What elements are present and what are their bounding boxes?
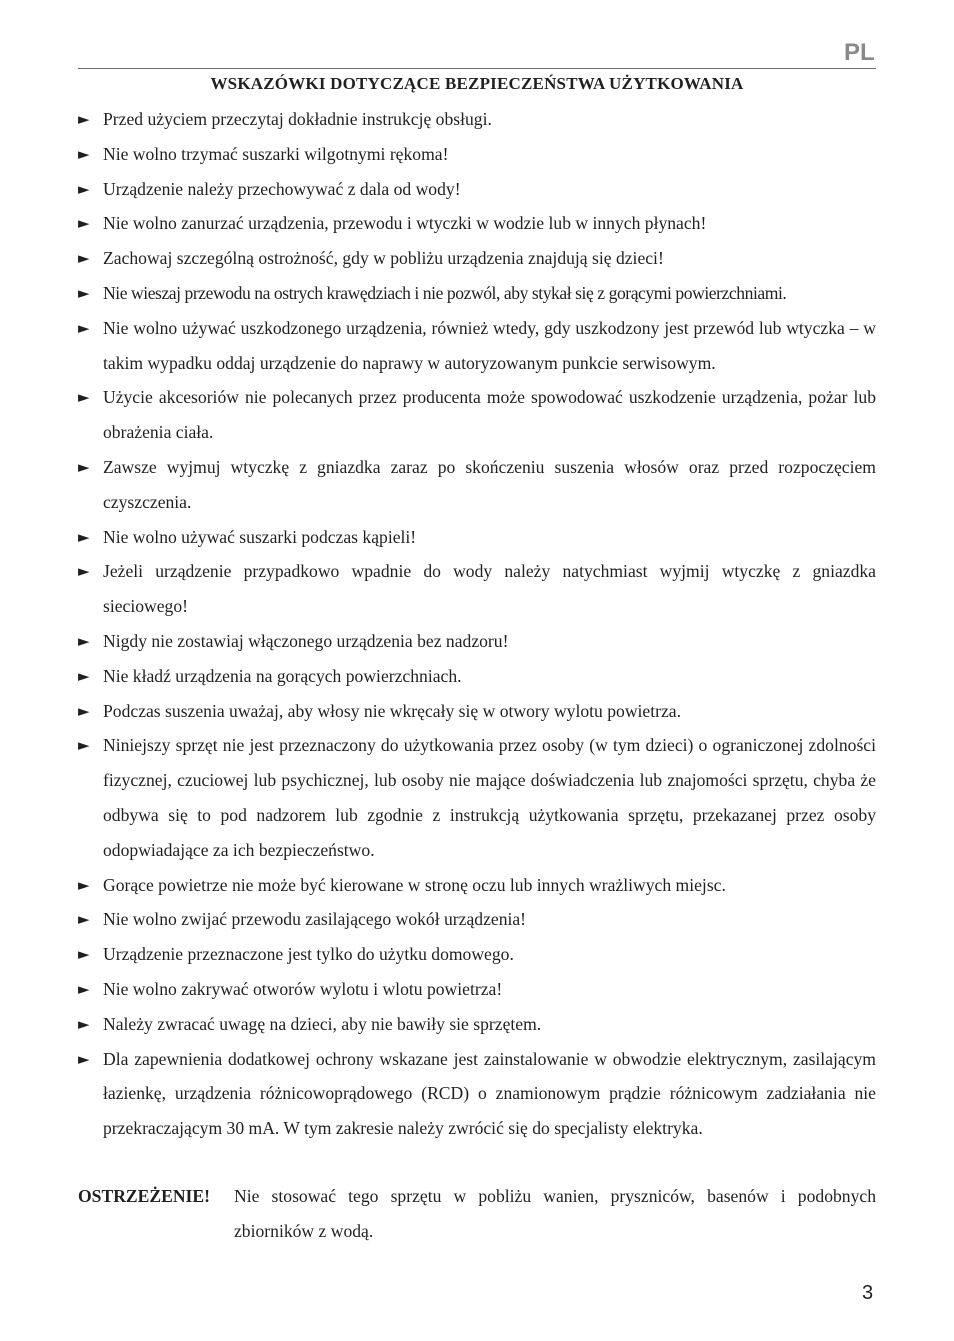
language-tag: PL (844, 39, 875, 66)
list-item-text: Jeżeli urządzenie przypadkowo wpadnie do wody należy natychmiast wyjmij wtyczkę z gniazdka sieciowego! (103, 561, 876, 617)
triangle-bullet-icon: ► (78, 666, 90, 685)
list-item-text: Zawsze wyjmuj wtyczkę z gniazdka zaraz po skończeniu suszenia włosów oraz przed rozpoczęciem czyszczenia. (103, 456, 876, 512)
list-item (78, 868, 876, 903)
list-item (78, 276, 876, 311)
list-item (78, 137, 876, 172)
list-item (78, 1007, 876, 1042)
triangle-bullet-icon: ► (78, 527, 90, 546)
list-item (78, 311, 876, 381)
list-item-text: Nie wolno trzymać suszarki wilgotnymi rękoma! (103, 143, 449, 164)
list-item-text: Należy zwracać uwagę na dzieci, aby nie bawiły sie sprzętem. (103, 1013, 542, 1034)
triangle-bullet-icon: ► (78, 1014, 90, 1033)
list-item-text: Gorące powietrze nie może być kierowane w stronę oczu lub innych wrażliwych miejsc. (103, 874, 726, 895)
triangle-bullet-icon: ► (78, 701, 90, 720)
list-item (78, 937, 876, 972)
page-number: 3 (862, 1282, 874, 1304)
list-item (78, 206, 876, 241)
list-item-text: Nie wolno używać suszarki podczas kąpieli! (103, 526, 417, 547)
list-item (78, 380, 876, 450)
list-item-text: Urządzenie przeznaczone jest tylko do użytku domowego. (103, 944, 514, 965)
list-item-text: Użycie akcesoriów nie polecanych przez producenta może spowodować uszkodzenie urządzenia, pożar lub obrażenia ciała. (103, 387, 876, 443)
triangle-bullet-icon: ► (78, 249, 90, 268)
warning-text: Nie stosować tego sprzętu w pobliżu wanien, pryszniców, basenów i podobnych zbiorników z wodą. (234, 1186, 876, 1241)
triangle-bullet-icon: ► (78, 457, 90, 476)
list-item (78, 972, 876, 1007)
list-item-text: Podczas suszenia uważaj, aby włosy nie wkręcały się w otwory wylotu powietrza. (103, 700, 681, 721)
triangle-bullet-icon: ► (78, 875, 90, 894)
triangle-bullet-icon: ► (78, 388, 90, 407)
triangle-bullet-icon: ► (78, 110, 90, 128)
list-item (78, 624, 876, 659)
triangle-bullet-icon: ► (78, 910, 90, 929)
list-item-text: Dla zapewnienia dodatkowej ochrony wskazane jest zainstalowanie w obwodzie elektrycznym, zasilającym łazienkę, urządzenia różnicowoprądowego (RCD) o znamionowym prądzie różnicowym zadziałania nie przekraczającym 30 mA. W tym zakresie należy zwrócić się do specjalisty elektryka. (103, 1048, 876, 1139)
list-item (78, 1042, 876, 1146)
list-item-text: Nie wolno zakrywać otworów wylotu i wlotu powietrza! (103, 978, 503, 999)
triangle-bullet-icon: ► (78, 1049, 90, 1068)
list-item (78, 659, 876, 694)
list-item-text: Niniejszy sprzęt nie jest przeznaczony do użytkowania przez osoby (w tym dzieci) o ograniczonej zdolności fizycznej, czuciowej lub psychicznej, lub osoby nie mające doświadczenia lub znajomości sprzętu, chyba że odbywa się to pod nadzorem lub zgodnie z instrukcją użytkowania sprzętu, przekazanej przez osoby odopwiadające za ich bezpieczeństwo. (103, 735, 876, 860)
list-item-text: Przed użyciem przeczytaj dokładnie instrukcję obsługi. (103, 109, 492, 129)
list-item (78, 554, 876, 624)
list-item (78, 241, 876, 276)
list-item (78, 102, 876, 137)
list-item (78, 520, 876, 555)
list-item (78, 172, 876, 207)
list-item-text: Nigdy nie zostawiaj włączonego urządzenia bez nadzoru! (103, 630, 509, 651)
triangle-bullet-icon: ► (78, 631, 90, 650)
triangle-bullet-icon: ► (78, 318, 90, 337)
triangle-bullet-icon: ► (78, 214, 90, 233)
section-title: WSKAZÓWKI DOTYCZĄCE BEZPIECZEŃSTWA UŻYTKOWANIA (210, 74, 744, 93)
triangle-bullet-icon: ► (78, 736, 90, 755)
header-divider (78, 68, 876, 69)
list-item-text: Zachowaj szczególną ostrożność, gdy w pobliżu urządzenia znajdują się dzieci! (103, 248, 664, 269)
list-item-text: Nie wolno zanurzać urządzenia, przewodu i wtyczki w wodzie lub w innych płynach! (103, 213, 707, 234)
warning-note (78, 1179, 876, 1249)
triangle-bullet-icon: ► (78, 144, 90, 163)
triangle-bullet-icon: ► (78, 979, 90, 998)
list-item (78, 450, 876, 520)
list-item-text: Nie wolno zwijać przewodu zasilającego wokół urządzenia! (103, 909, 527, 930)
triangle-bullet-icon: ► (78, 179, 90, 198)
triangle-bullet-icon: ► (78, 945, 90, 964)
list-item-text: Nie wolno używać uszkodzonego urządzenia, również wtedy, gdy uszkodzony jest przewód lub wtyczka – w takim wypadku oddaj urządzenie do naprawy w autoryzowanym punkcie serwisowym. (103, 317, 876, 373)
safety-instructions-list (78, 102, 876, 1146)
list-item (78, 902, 876, 937)
list-item (78, 728, 876, 867)
warning-label: OSTRZEŻENIE! (78, 1186, 210, 1206)
triangle-bullet-icon: ► (78, 562, 90, 581)
list-item-text: Nie kładź urządzenia na gorących powierzchniach. (103, 665, 462, 686)
list-item-text: Nie wieszaj przewodu na ostrych krawędziach i nie pozwól, aby stykał się z gorącymi powierzchniami. (103, 282, 787, 303)
triangle-bullet-icon: ► (78, 283, 90, 302)
list-item-text: Urządzenie należy przechowywać z dala od wody! (103, 178, 461, 199)
list-item (78, 694, 876, 729)
